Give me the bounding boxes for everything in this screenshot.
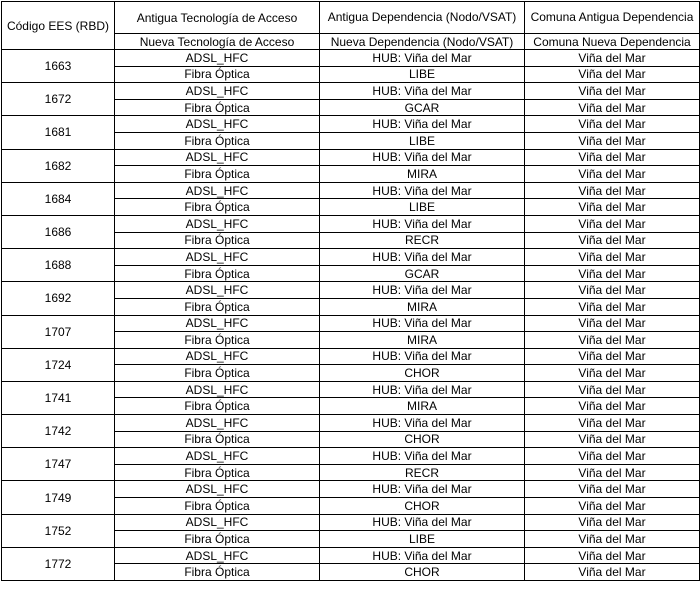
cell-old-dependency: HUB: Viña del Mar xyxy=(320,215,525,232)
cell-new-comuna: Viña del Mar xyxy=(525,431,700,448)
cell-new-dependency: LIBE xyxy=(320,132,525,149)
cell-new-dependency: LIBE xyxy=(320,66,525,83)
table-row-old xyxy=(2,282,700,299)
cell-old-tech: ADSL_HFC xyxy=(115,149,320,166)
cell-new-tech: Fibra Óptica xyxy=(115,332,320,349)
cell-code: 1741 xyxy=(2,381,115,414)
table-row-old xyxy=(2,514,700,531)
cell-old-comuna: Viña del Mar xyxy=(525,215,700,232)
cell-code: 1682 xyxy=(2,149,115,182)
cell-old-tech: ADSL_HFC xyxy=(115,547,320,564)
cell-new-comuna: Viña del Mar xyxy=(525,265,700,282)
cell-old-tech: ADSL_HFC xyxy=(115,215,320,232)
table-row-old xyxy=(2,547,700,564)
cell-old-tech: ADSL_HFC xyxy=(115,381,320,398)
table-row-old xyxy=(2,381,700,398)
cell-new-tech: Fibra Óptica xyxy=(115,431,320,448)
cell-new-dependency: MIRA xyxy=(320,298,525,315)
cell-new-dependency: CHOR xyxy=(320,564,525,581)
cell-old-tech: ADSL_HFC xyxy=(115,116,320,133)
cell-new-dependency: CHOR xyxy=(320,365,525,382)
cell-new-tech: Fibra Óptica xyxy=(115,298,320,315)
header-old-comuna: Comuna Antigua Dependencia xyxy=(525,2,700,34)
cell-old-dependency: HUB: Viña del Mar xyxy=(320,315,525,332)
cell-new-tech: Fibra Óptica xyxy=(115,564,320,581)
cell-new-tech: Fibra Óptica xyxy=(115,132,320,149)
cell-old-tech: ADSL_HFC xyxy=(115,182,320,199)
table-row-old xyxy=(2,249,700,266)
cell-new-comuna: Viña del Mar xyxy=(525,99,700,116)
cell-code: 1663 xyxy=(2,50,115,83)
header-old-dependency: Antigua Dependencia (Nodo/VSAT) xyxy=(320,2,525,34)
cell-new-tech: Fibra Óptica xyxy=(115,265,320,282)
cell-old-tech: ADSL_HFC xyxy=(115,50,320,67)
cell-old-dependency: HUB: Viña del Mar xyxy=(320,481,525,498)
cell-old-tech: ADSL_HFC xyxy=(115,282,320,299)
cell-old-comuna: Viña del Mar xyxy=(525,381,700,398)
cell-new-dependency: GCAR xyxy=(320,265,525,282)
header-new-dependency: Nueva Dependencia (Nodo/VSAT) xyxy=(320,34,525,50)
header-new-tech: Nueva Tecnología de Acceso xyxy=(115,34,320,50)
cell-new-dependency: MIRA xyxy=(320,398,525,415)
cell-old-dependency: HUB: Viña del Mar xyxy=(320,282,525,299)
cell-code: 1684 xyxy=(2,182,115,215)
dependency-change-table xyxy=(1,1,700,581)
cell-new-tech: Fibra Óptica xyxy=(115,398,320,415)
cell-old-dependency: HUB: Viña del Mar xyxy=(320,182,525,199)
cell-new-comuna: Viña del Mar xyxy=(525,332,700,349)
cell-old-comuna: Viña del Mar xyxy=(525,83,700,100)
cell-new-comuna: Viña del Mar xyxy=(525,398,700,415)
table-row-old xyxy=(2,116,700,133)
cell-old-comuna: Viña del Mar xyxy=(525,481,700,498)
cell-old-dependency: HUB: Viña del Mar xyxy=(320,514,525,531)
cell-old-dependency: HUB: Viña del Mar xyxy=(320,547,525,564)
table-row-old xyxy=(2,182,700,199)
cell-new-dependency: RECR xyxy=(320,464,525,481)
cell-old-comuna: Viña del Mar xyxy=(525,149,700,166)
cell-old-comuna: Viña del Mar xyxy=(525,348,700,365)
cell-old-comuna: Viña del Mar xyxy=(525,315,700,332)
table-row-old xyxy=(2,415,700,432)
cell-old-comuna: Viña del Mar xyxy=(525,282,700,299)
cell-new-tech: Fibra Óptica xyxy=(115,232,320,249)
cell-new-comuna: Viña del Mar xyxy=(525,298,700,315)
table-row-old xyxy=(2,50,700,67)
cell-old-dependency: HUB: Viña del Mar xyxy=(320,116,525,133)
cell-new-dependency: GCAR xyxy=(320,99,525,116)
table-row-old xyxy=(2,83,700,100)
cell-new-tech: Fibra Óptica xyxy=(115,498,320,515)
cell-new-comuna: Viña del Mar xyxy=(525,464,700,481)
cell-old-comuna: Viña del Mar xyxy=(525,50,700,67)
cell-old-comuna: Viña del Mar xyxy=(525,415,700,432)
header-old-tech: Antigua Tecnología de Acceso xyxy=(115,2,320,34)
cell-old-tech: ADSL_HFC xyxy=(115,249,320,266)
cell-code: 1724 xyxy=(2,348,115,381)
cell-old-dependency: HUB: Viña del Mar xyxy=(320,149,525,166)
cell-new-tech: Fibra Óptica xyxy=(115,365,320,382)
cell-old-tech: ADSL_HFC xyxy=(115,448,320,465)
cell-old-dependency: HUB: Viña del Mar xyxy=(320,249,525,266)
cell-old-tech: ADSL_HFC xyxy=(115,315,320,332)
header-new-comuna: Comuna Nueva Dependencia xyxy=(525,34,700,50)
table-row-old xyxy=(2,315,700,332)
cell-code: 1752 xyxy=(2,514,115,547)
cell-new-tech: Fibra Óptica xyxy=(115,166,320,183)
cell-new-comuna: Viña del Mar xyxy=(525,232,700,249)
cell-old-comuna: Viña del Mar xyxy=(525,116,700,133)
cell-new-comuna: Viña del Mar xyxy=(525,365,700,382)
cell-code: 1707 xyxy=(2,315,115,348)
cell-new-tech: Fibra Óptica xyxy=(115,531,320,548)
cell-code: 1772 xyxy=(2,547,115,580)
cell-new-comuna: Viña del Mar xyxy=(525,66,700,83)
cell-code: 1747 xyxy=(2,448,115,481)
table-row-old xyxy=(2,481,700,498)
cell-old-tech: ADSL_HFC xyxy=(115,348,320,365)
cell-new-dependency: CHOR xyxy=(320,498,525,515)
cell-code: 1749 xyxy=(2,481,115,514)
cell-old-comuna: Viña del Mar xyxy=(525,547,700,564)
cell-new-dependency: CHOR xyxy=(320,431,525,448)
cell-new-comuna: Viña del Mar xyxy=(525,531,700,548)
cell-old-dependency: HUB: Viña del Mar xyxy=(320,415,525,432)
cell-old-comuna: Viña del Mar xyxy=(525,249,700,266)
table-row-old xyxy=(2,149,700,166)
cell-new-comuna: Viña del Mar xyxy=(525,199,700,216)
cell-old-dependency: HUB: Viña del Mar xyxy=(320,50,525,67)
cell-old-dependency: HUB: Viña del Mar xyxy=(320,348,525,365)
cell-new-dependency: LIBE xyxy=(320,199,525,216)
header-code-ees: Código EES (RBD) xyxy=(2,2,115,50)
cell-old-tech: ADSL_HFC xyxy=(115,83,320,100)
table-row-old xyxy=(2,448,700,465)
cell-new-tech: Fibra Óptica xyxy=(115,66,320,83)
cell-new-tech: Fibra Óptica xyxy=(115,464,320,481)
cell-new-comuna: Viña del Mar xyxy=(525,564,700,581)
cell-new-comuna: Viña del Mar xyxy=(525,132,700,149)
cell-old-comuna: Viña del Mar xyxy=(525,514,700,531)
cell-new-tech: Fibra Óptica xyxy=(115,199,320,216)
cell-new-dependency: MIRA xyxy=(320,332,525,349)
cell-old-comuna: Viña del Mar xyxy=(525,448,700,465)
cell-old-dependency: HUB: Viña del Mar xyxy=(320,83,525,100)
cell-code: 1688 xyxy=(2,249,115,282)
cell-new-comuna: Viña del Mar xyxy=(525,166,700,183)
cell-new-tech: Fibra Óptica xyxy=(115,99,320,116)
cell-old-tech: ADSL_HFC xyxy=(115,481,320,498)
cell-code: 1692 xyxy=(2,282,115,315)
table-row-old xyxy=(2,215,700,232)
cell-new-dependency: RECR xyxy=(320,232,525,249)
cell-code: 1742 xyxy=(2,415,115,448)
table-row-old xyxy=(2,348,700,365)
cell-new-dependency: MIRA xyxy=(320,166,525,183)
cell-old-tech: ADSL_HFC xyxy=(115,415,320,432)
cell-new-comuna: Viña del Mar xyxy=(525,498,700,515)
cell-old-dependency: HUB: Viña del Mar xyxy=(320,381,525,398)
header-row-old xyxy=(2,2,700,34)
cell-old-tech: ADSL_HFC xyxy=(115,514,320,531)
cell-code: 1672 xyxy=(2,83,115,116)
cell-code: 1686 xyxy=(2,215,115,248)
cell-old-comuna: Viña del Mar xyxy=(525,182,700,199)
cell-code: 1681 xyxy=(2,116,115,149)
cell-old-dependency: HUB: Viña del Mar xyxy=(320,448,525,465)
cell-new-dependency: LIBE xyxy=(320,531,525,548)
